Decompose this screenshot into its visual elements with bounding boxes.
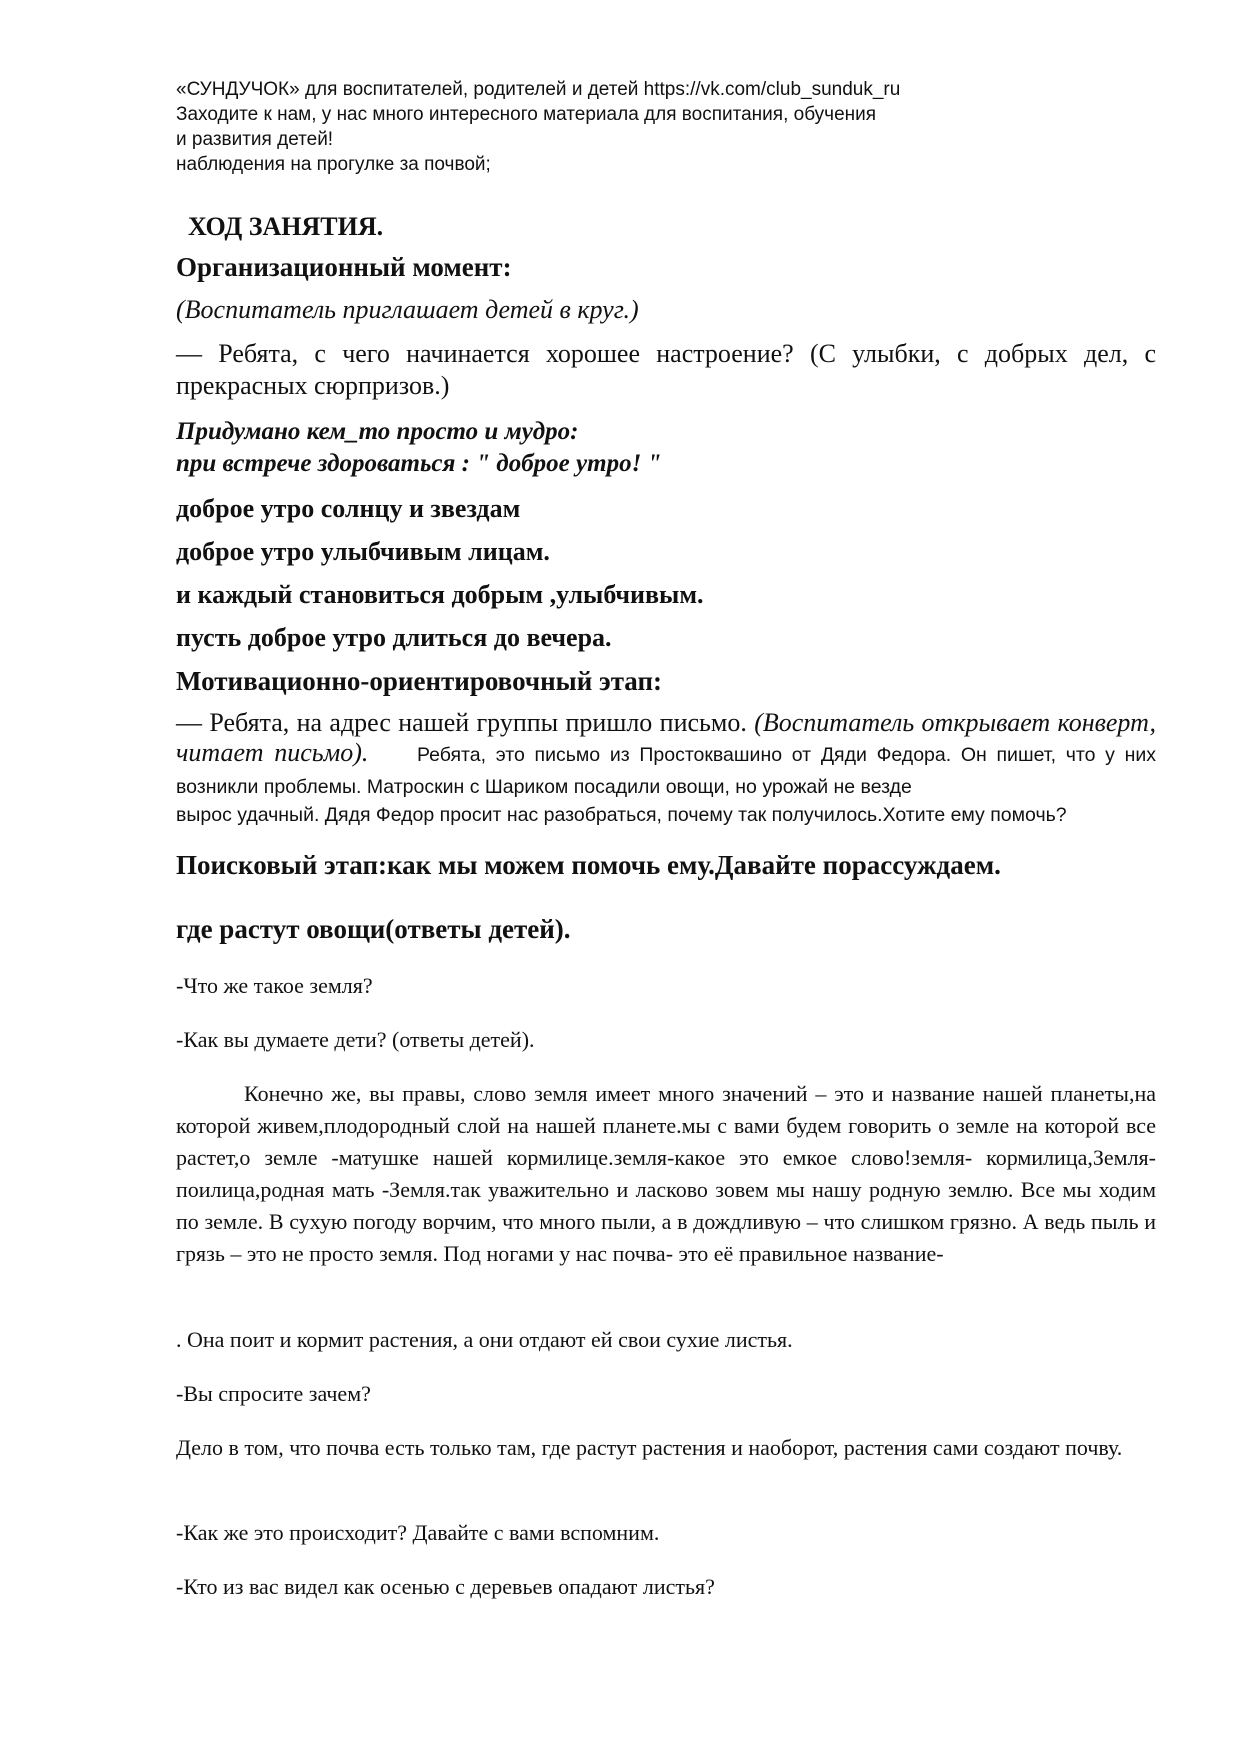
poem-line-1: Придумано кем_то просто и мудро: — [176, 418, 579, 445]
question-what-is-earth: -Что же такое земля? — [176, 973, 373, 998]
mood-question: — Ребята, с чего начинается хорошее настроение? (С улыбки, с добрых дел, с прекрасных сюрпризов.) — [176, 339, 1156, 400]
poem-line-3: доброе утро солнцу и звездам — [176, 494, 521, 523]
header-line-site: «СУНДУЧОК» для воспитателей, родителей и детей https://vk.com/club_sunduk_ru — [176, 79, 901, 100]
header-line-invite: Заходите к нам, у нас много интересного материала для воспитания, обучения — [176, 104, 877, 125]
line-soil-feeds: . Она поит и кормит растения, а они отдают ей свои сухие листья. — [176, 1327, 793, 1352]
paragraph-earth: Конечно же, вы правы, слово земля имеет много значений – это и название нашей планеты,на которой живем,плодородный слой на нашей планете.мы с вами будем говорить о земле на которой все растет,о земле -матушке нашей кормилице.земля-какое это емкое слово!земля- кормилица,Земля-поилица,родная мать -Земля.так уважительно и ласково зовем мы нашу родную землю. Все мы ходим по земле. В сухую погоду ворчим, что много пыли, а в дождливую – что слишком грязно. А ведь пыль и грязь – это не просто земля. Под ногами у нас почва- это её правильное название- — [176, 1081, 1156, 1266]
section-title: ХОД ЗАНЯТИЯ. — [188, 212, 384, 241]
paragraph-soil: Дело в том, что почва есть только там, где растут растения и наоборот, растения сами создают почву. — [176, 1435, 1123, 1460]
letter-text-start: Ребята, это письмо из Простоквашино от Дяди Федора. Он пишет, что у них возникли проблемы. Матроскин с Шариком посадили овощи, но урожай не везде — [176, 744, 1156, 798]
letter-text-end: вырос удачный. Дядя Федор просит нас разобраться, почему так получилось.Хотите ему помочь? — [176, 804, 1067, 826]
header-line-development: и развития детей! — [176, 129, 334, 150]
header-line-observation: наблюдения на прогулке за почвой; — [176, 154, 491, 175]
poem-line-6: пусть доброе утро длиться до вечера. — [176, 623, 612, 652]
vegetables-question: где растут овощи(ответы детей). — [176, 914, 571, 944]
question-leaves: -Кто из вас видел как осенью с деревьев опадают листья? — [176, 1574, 715, 1599]
letter-paragraph — [176, 708, 1156, 802]
letter-action-note: (Воспитатель открывает конверт, читает письмо). — [176, 708, 1156, 767]
question-why: -Вы спросите зачем? — [176, 1381, 371, 1406]
motivation-title: Мотивационно-ориентировочный этап: — [176, 666, 662, 696]
poem-line-5: и каждый становиться добрым ,улыбчивым. — [176, 580, 704, 609]
question-how: -Как же это происходит? Давайте с вами вспомним. — [176, 1520, 660, 1545]
letter-lead: — Ребята, на адрес нашей группы пришло письмо. — [176, 708, 755, 737]
poem-line-4: доброе утро улыбчивым лицам. — [176, 537, 550, 566]
org-moment-title: Организационный момент: — [176, 252, 512, 282]
search-stage-title: Поисковый этап:как мы можем помочь ему.Давайте порассуждаем. — [176, 850, 1001, 880]
question-what-think: -Как вы думаете дети? (ответы детей). — [176, 1027, 535, 1052]
poem-line-2: при встрече здороваться : " доброе утро! " — [176, 450, 662, 477]
org-moment-note: (Воспитатель приглашает детей в круг.) — [176, 295, 639, 324]
